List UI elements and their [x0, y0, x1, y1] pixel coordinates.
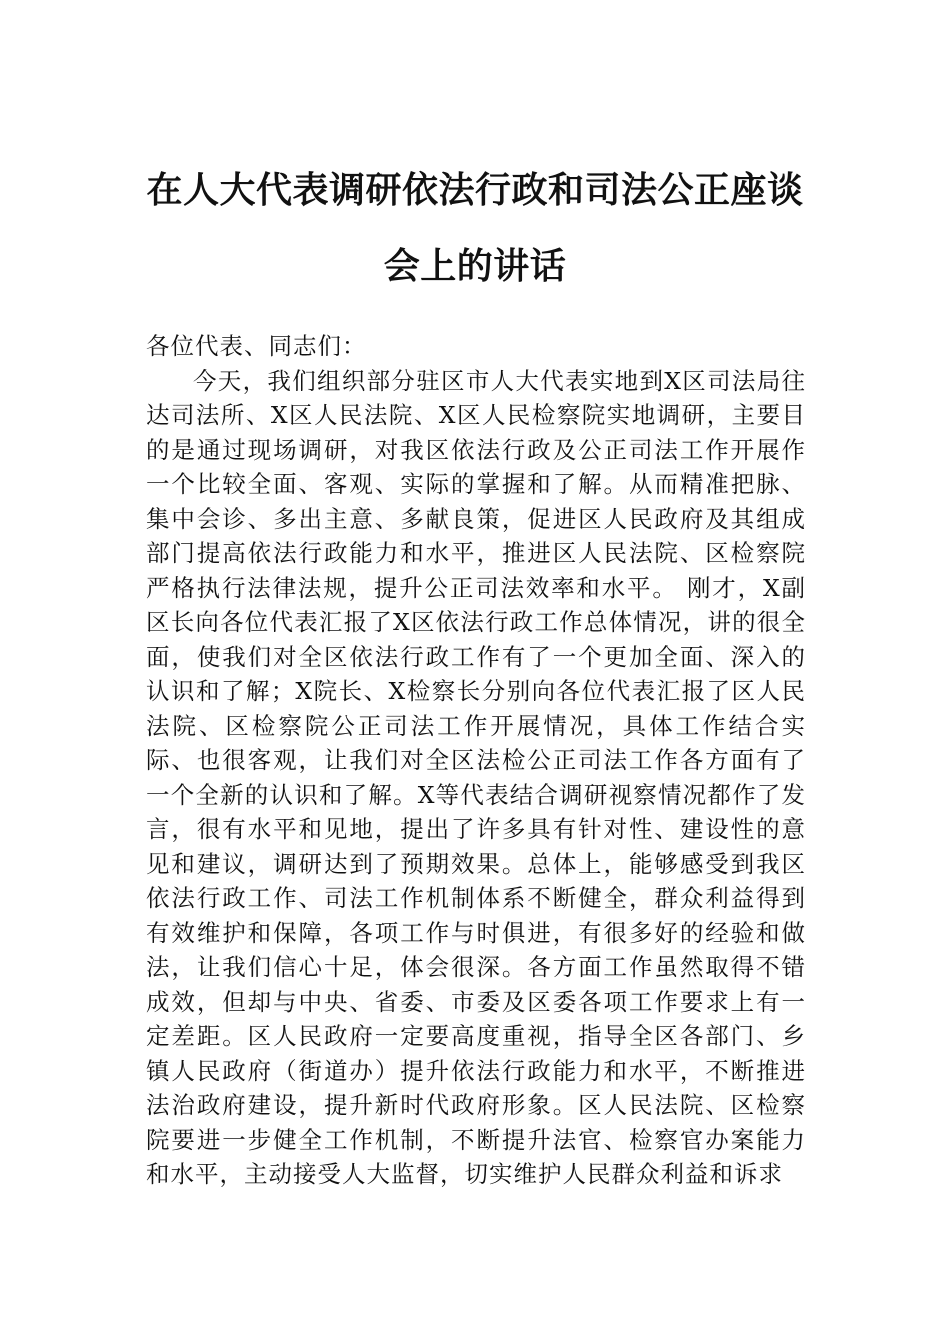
- title-line-2: 会上的讲话: [383, 245, 567, 287]
- title-line-1: 在人大代表调研依法行政和司法公正座谈: [146, 169, 804, 211]
- body-paragraph: 今天，我们组织部分驻区市人大代表实地到X区司法局往达司法所、X区人民法院、X区人民检察院实地调研，主要目的是通过现场调研，对我区依法行政及公正司法工作开展作一个比较全面、客观、实际的掌握和了解。从而精准把脉、集中会诊、多出主意、多献良策，促进区人民政府及其组成部门提高依法行政能力和水平，推进区人民法院、区检察院严格执行法律法规，提升公正司法效率和水平。 刚才，X副区长向各位代表汇报了X区依法行政工作总体情况，讲的很全面，使我们对全区依法行政工作有了一个更加全面、深入的认识和了解；X院长、X检察长分别向各位代表汇报了区人民法院、区检察院公正司法工作开展情况，具体工作结合实际、也很客观，让我们对全区法检公正司法工作各方面有了一个全新的认识和了解。X等代表结合调研视察情况都作了发言，很有水平和见地，提出了许多具有针对性、建设性的意见和建议，调研达到了预期效果。总体上，能够感受到我区依法行政工作、司法工作机制体系不断健全，群众利益得到有效维护和保障，各项工作与时俱进，有很多好的经验和做法，让我们信心十足，体会很深。各方面工作虽然取得不错成效，但却与中央、省委、市委及区委各项工作要求上有一定差距。区人民政府一定要高度重视，指导全区各部门、乡镇人民政府（街道办）提升依法行政能力和水平，不断推进法治政府建设，提升新时代政府形象。区人民法院、区检察院要进一步健全工作机制，不断提升法官、检察官办案能力和水平，主动接受人大监督，切实维护人民群众利益和诉求: [146, 366, 806, 1188]
- document-body: [146, 329, 806, 1192]
- document-title: [120, 152, 830, 304]
- salutation: 各位代表、同志们：: [146, 332, 367, 360]
